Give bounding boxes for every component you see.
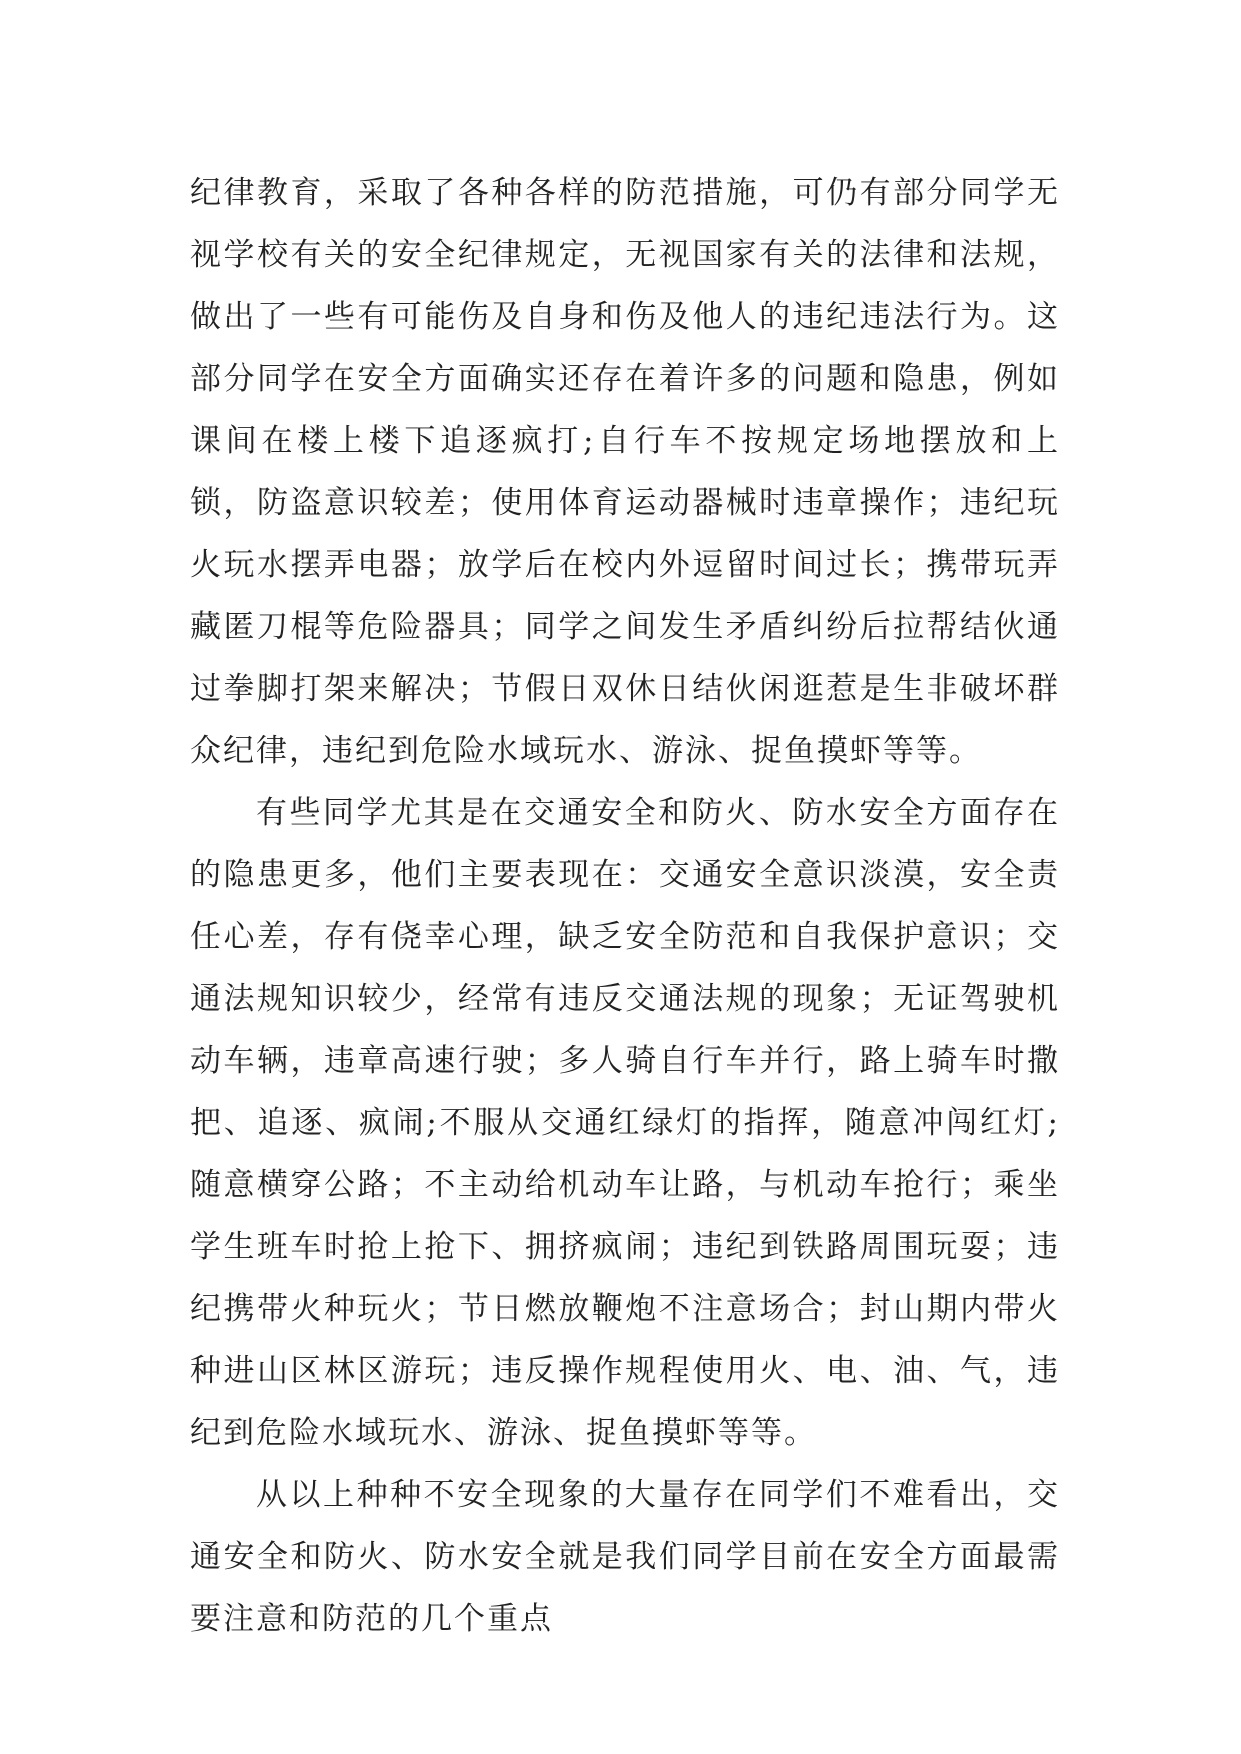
document-body [190, 162, 1060, 1650]
paragraph-discipline-issues: 纪律教育，采取了各种各样的防范措施，可仍有部分同学无视学校有关的安全纪律规定，无视国家有关的法律和法规，做出了一些有可能伤及自身和伤及他人的违纪违法行为。这部分同学在安全方面确实还存在着许多的问题和隐患，例如课间在楼上楼下追逐疯打;自行车不按规定场地摆放和上锁，防盗意识较差；使用体育运动器械时违章操作；违纪玩火玩水摆弄电器；放学后在校内外逗留时间过长；携带玩弄藏匿刀棍等危险器具；同学之间发生矛盾纠纷后拉帮结伙通过拳脚打架来解决；节假日双休日结伙闲逛惹是生非破坏群众纪律，违纪到危险水域玩水、游泳、捉鱼摸虾等等。 [190, 175, 1060, 769]
paragraph-conclusion: 从以上种种不安全现象的大量存在同学们不难看出，交通安全和防火、防水安全就是我们同学目前在安全方面最需要注意和防范的几个重点 [190, 1477, 1060, 1637]
paragraph-traffic-fire-water-hazards: 有些同学尤其是在交通安全和防火、防水安全方面存在的隐患更多，他们主要表现在：交通安全意识淡漠，安全责任心差，存有侥幸心理，缺乏安全防范和自我保护意识；交通法规知识较少，经常有违反交通法规的现象；无证驾驶机动车辆，违章高速行驶；多人骑自行车并行，路上骑车时撒把、追逐、疯闹;不服从交通红绿灯的指挥，随意冲闯红灯;随意横穿公路；不主动给机动车让路，与机动车抢行；乘坐学生班车时抢上抢下、拥挤疯闹；违纪到铁路周围玩耍；违纪携带火种玩火；节日燃放鞭炮不注意场合；封山期内带火种进山区林区游玩；违反操作规程使用火、电、油、气，违纪到危险水域玩水、游泳、捉鱼摸虾等等。 [190, 795, 1060, 1451]
